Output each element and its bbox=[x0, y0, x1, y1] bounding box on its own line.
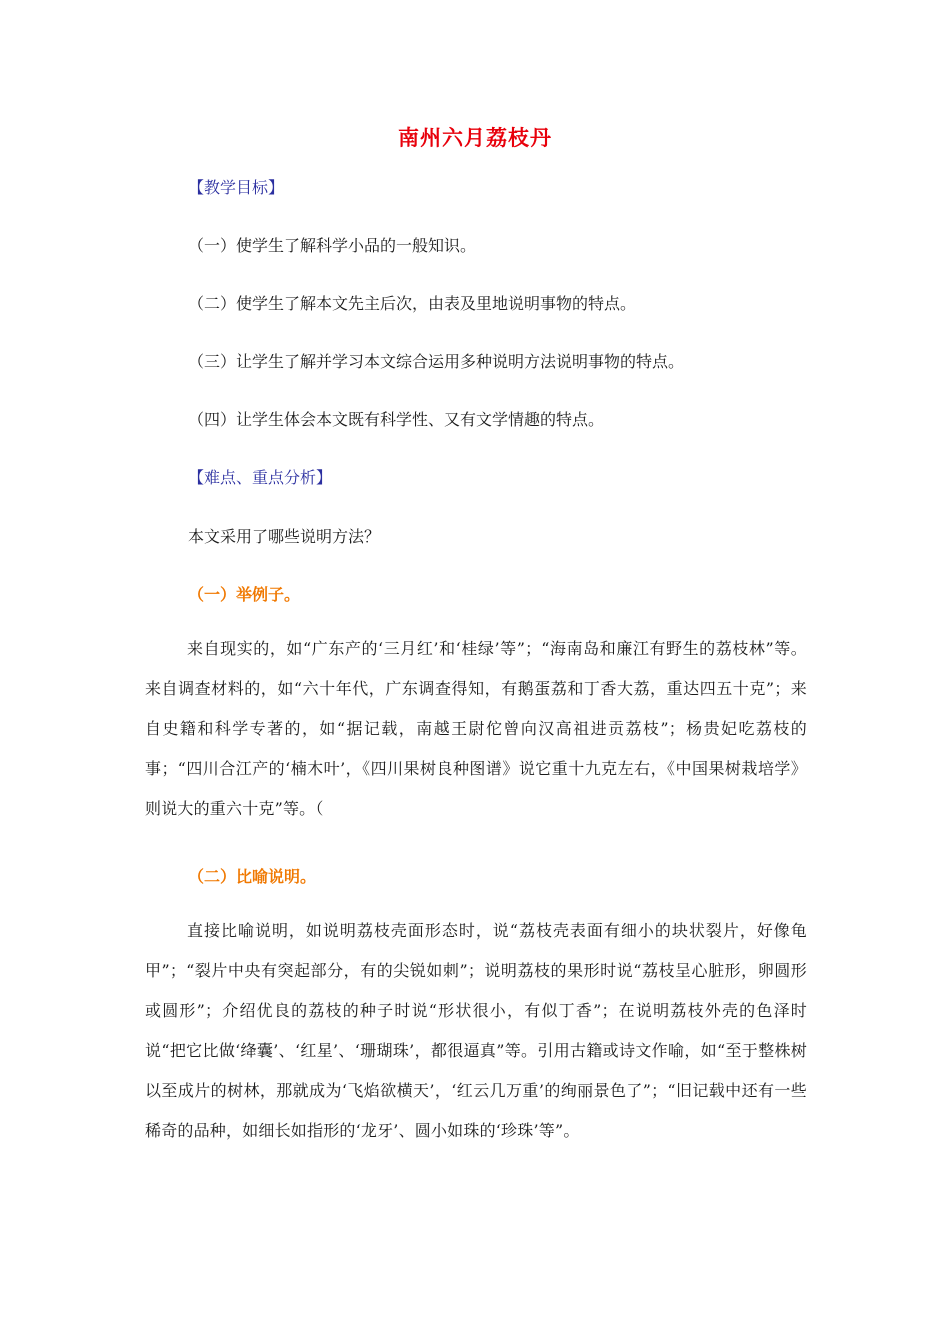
analysis-heading: 【难点、重点分析】 bbox=[188, 468, 333, 487]
goal-item-4: （四）让学生体会本文既有科学性、又有文学情趣的特点。 bbox=[188, 410, 605, 429]
teaching-goals-heading: 【教学目标】 bbox=[188, 178, 285, 197]
section-heading-metaphor: （二）比喻说明。 bbox=[188, 867, 317, 886]
analysis-question: 本文采用了哪些说明方法？ bbox=[188, 527, 381, 546]
goal-item-3: （三）让学生了解并学习本文综合运用多种说明方法说明事物的特点。 bbox=[188, 352, 685, 371]
page-title: 南州六月荔枝丹 bbox=[398, 126, 552, 150]
section-body-examples: 来自现实的，如“广东产的‘三月红’和‘桂绿’等”；“海南岛和廉江有野生的荔枝林”等。来自调查材料的，如“六十年代，广东调查得知，有鹅蛋荔和丁香大荔，重达四五十克”；来自史籍和科学专著的，如“据记载，南越王尉佗曾向汉高祖进贡荔枝”；杨贵妃吃荔枝的事；“四川合江产的‘楠木叶’，《四川果树良种图谱》说它重十九克左右，《中国果树栽培学》则说大的重六十克”等。（ bbox=[145, 639, 807, 818]
goal-item-2: （二）使学生了解本文先主后次，由表及里地说明事物的特点。 bbox=[188, 294, 637, 313]
goal-item-1: （一）使学生了解科学小品的一般知识。 bbox=[188, 236, 477, 255]
section-body-metaphor: 直接比喻说明，如说明荔枝壳面形态时，说“荔枝壳表面有细小的块状裂片，好像龟甲”；“裂片中央有突起部分，有的尖锐如刺”；说明荔枝的果形时说“荔枝呈心脏形，卵圆形或圆形”；介绍优良的荔枝的种子时说“形状很小，有似丁香”；在说明荔枝外壳的色泽时说“把它比做‘绛囊’、‘红星’、‘珊瑚珠’，都很逼真”等。引用古籍或诗文作喻，如“至于整株树以至成片的树林，那就成为‘飞焰欲横天’，‘红云几万重’的绚丽景色了”；“旧记载中还有一些稀奇的品种，如细长如指形的‘龙牙’、圆小如珠的‘珍珠’等”。 bbox=[145, 921, 807, 1140]
section-heading-examples: （一）举例子。 bbox=[188, 585, 301, 604]
